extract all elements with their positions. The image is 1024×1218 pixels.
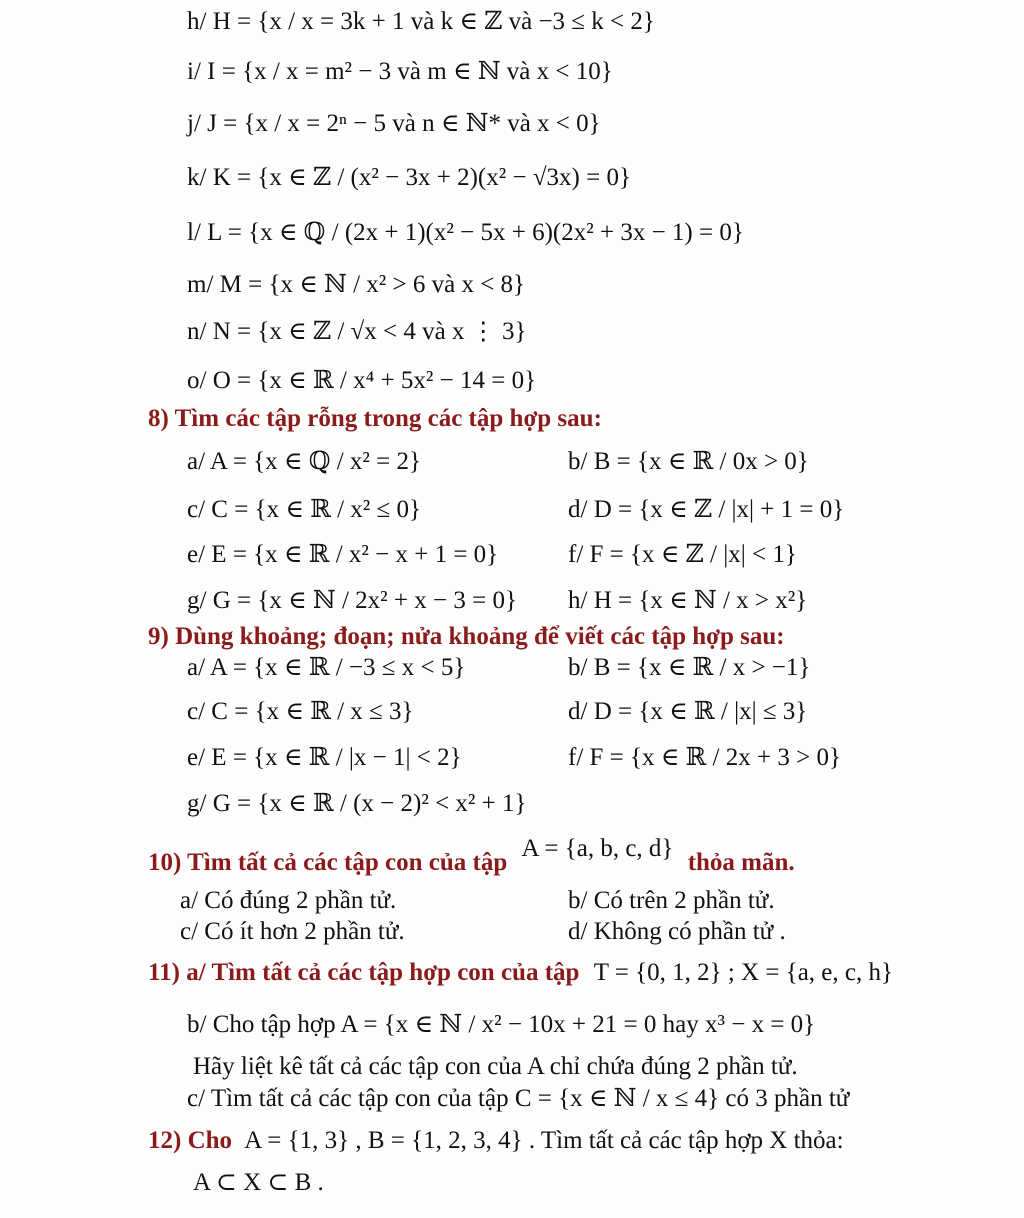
q10-title-a: 10) Tìm tất cả các tập con của tập bbox=[148, 849, 508, 876]
set-i: i/ I = {x / x = m² − 3 và m ∈ ℕ và x < 10} bbox=[187, 58, 613, 85]
q8-item-f: f/ F = {x ∈ ℤ / |x| < 1} bbox=[568, 541, 797, 568]
q8-item-e: e/ E = {x ∈ ℝ / x² − x + 1 = 0} bbox=[187, 541, 499, 568]
q8-item-h: h/ H = {x ∈ ℕ / x > x²} bbox=[568, 587, 808, 614]
q10-title bbox=[148, 835, 795, 878]
q9-item-g: g/ G = {x ∈ ℝ / (x − 2)² < x² + 1} bbox=[187, 790, 527, 817]
q10-item-d: d/ Không có phần tử . bbox=[568, 918, 786, 945]
q11-b2: Hãy liệt kê tất cả các tập con của A chỉ chứa đúng 2 phần tử. bbox=[193, 1053, 798, 1080]
q9-item-e: e/ E = {x ∈ ℝ / |x − 1| < 2} bbox=[187, 744, 462, 771]
q11-title-text: 11) a/ Tìm tất cả các tập hợp con của tập bbox=[148, 959, 580, 986]
q8-item-g: g/ G = {x ∈ ℕ / 2x² + x − 3 = 0} bbox=[187, 587, 517, 614]
q11-sets: T = {0, 1, 2} ; X = {a, e, c, h} bbox=[593, 959, 893, 986]
q12-rest: A = {1, 3} , B = {1, 2, 3, 4} . Tìm tất cả các tập hợp X thỏa: bbox=[244, 1127, 844, 1154]
q11-title bbox=[148, 958, 893, 988]
q12-title: 12) Cho bbox=[148, 1127, 233, 1154]
q8-item-c: c/ C = {x ∈ ℝ / x² ≤ 0} bbox=[187, 496, 422, 523]
set-m: m/ M = {x ∈ ℕ / x² > 6 và x < 8} bbox=[187, 271, 526, 298]
set-j: j/ J = {x / x = 2ⁿ − 5 và n ∈ ℕ* và x < 0} bbox=[187, 110, 601, 137]
q12-cond: A ⊂ X ⊂ B . bbox=[193, 1169, 324, 1196]
set-n: n/ N = {x ∈ ℤ / √x < 4 và x ⋮ 3} bbox=[187, 318, 527, 345]
q10-set: A = {a, b, c, d} bbox=[521, 835, 674, 862]
q8-item-d: d/ D = {x ∈ ℤ / |x| + 1 = 0} bbox=[568, 496, 845, 523]
q9-item-c: c/ C = {x ∈ ℝ / x ≤ 3} bbox=[187, 698, 414, 725]
q11-b: b/ Cho tập hợp A = {x ∈ ℕ / x² − 10x + 21 = 0 hay x³ − x = 0} bbox=[187, 1011, 816, 1038]
q10-item-a: a/ Có đúng 2 phần tử. bbox=[180, 887, 397, 914]
q10-item-c: c/ Có ít hơn 2 phần tử. bbox=[180, 918, 405, 945]
q9-item-f: f/ F = {x ∈ ℝ / 2x + 3 > 0} bbox=[568, 744, 841, 771]
q8-item-a: a/ A = {x ∈ ℚ / x² = 2} bbox=[187, 448, 422, 475]
q12-line bbox=[148, 1126, 844, 1156]
q9-item-d: d/ D = {x ∈ ℝ / |x| ≤ 3} bbox=[568, 698, 808, 725]
q10-item-b: b/ Có trên 2 phần tử. bbox=[568, 887, 775, 914]
set-o: o/ O = {x ∈ ℝ / x⁴ + 5x² − 14 = 0} bbox=[187, 367, 537, 394]
q9-item-b: b/ B = {x ∈ ℝ / x > −1} bbox=[568, 654, 811, 681]
q8-title: 8) Tìm các tập rỗng trong các tập hợp sau: bbox=[148, 405, 602, 432]
set-h: h/ H = {x / x = 3k + 1 và k ∈ ℤ và −3 ≤ k < 2} bbox=[187, 8, 655, 35]
q8-item-b: b/ B = {x ∈ ℝ / 0x > 0} bbox=[568, 448, 809, 475]
q10-title-b: thỏa mãn. bbox=[687, 849, 795, 876]
q11-c: c/ Tìm tất cả các tập con của tập C = {x ∈ ℕ / x ≤ 4} có 3 phần tử bbox=[187, 1085, 850, 1112]
set-l: l/ L = {x ∈ ℚ / (2x + 1)(x² − 5x + 6)(2x² + 3x − 1) = 0} bbox=[187, 219, 744, 246]
q9-title: 9) Dùng khoảng; đoạn; nửa khoảng để viết các tập hợp sau: bbox=[148, 623, 785, 650]
q9-item-a: a/ A = {x ∈ ℝ / −3 ≤ x < 5} bbox=[187, 654, 466, 681]
set-k: k/ K = {x ∈ ℤ / (x² − 3x + 2)(x² − √3x) = 0} bbox=[187, 164, 631, 191]
